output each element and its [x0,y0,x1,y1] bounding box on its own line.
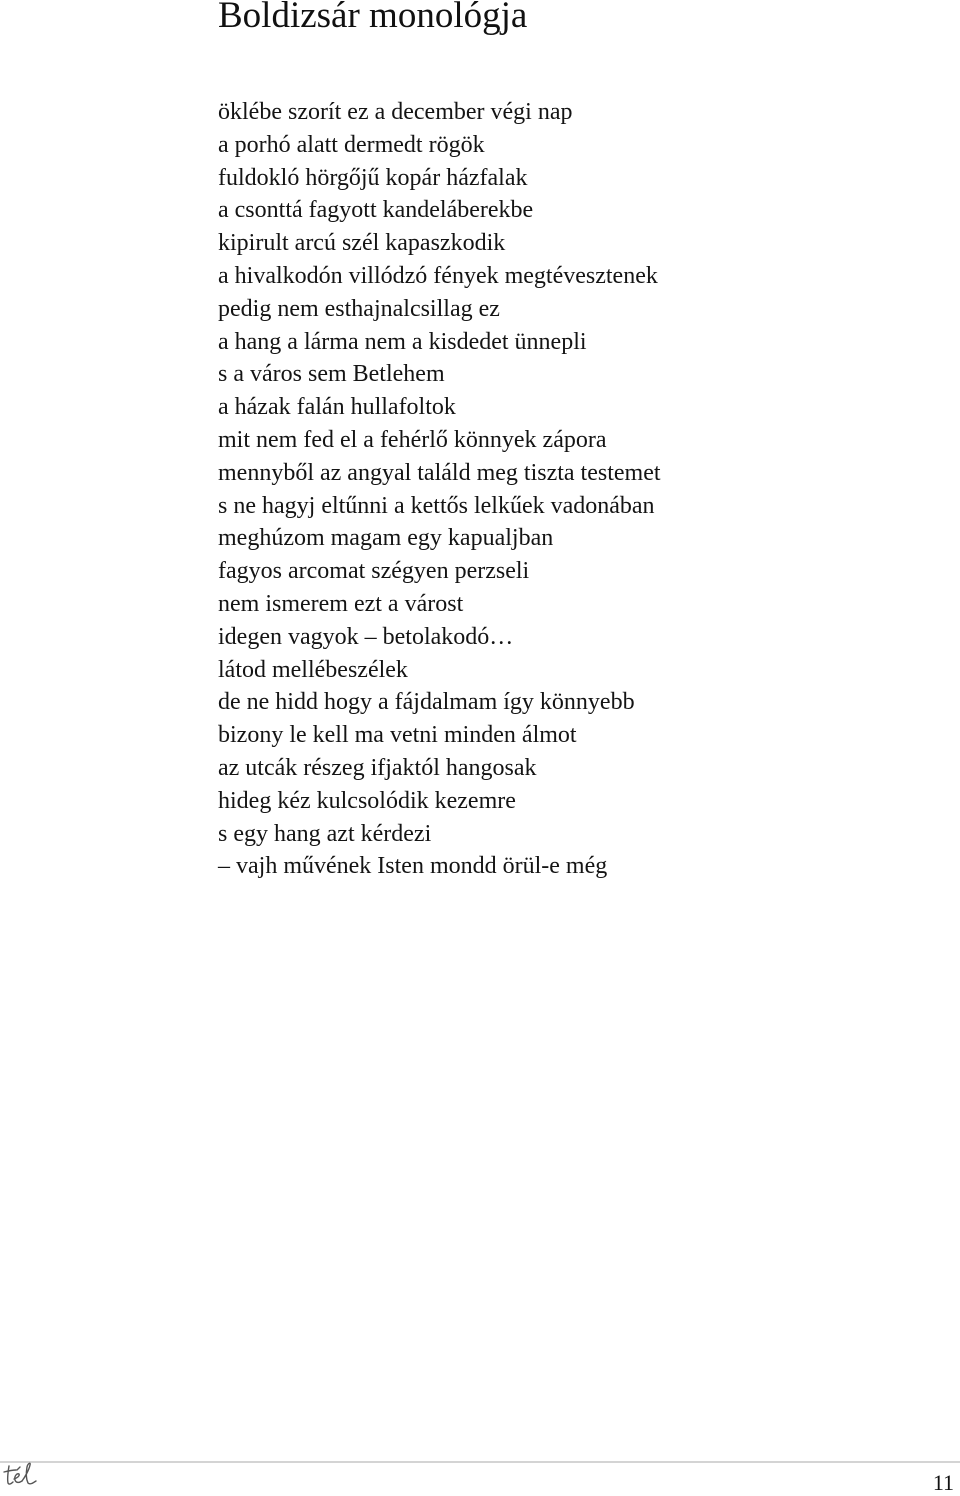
page-number: 11 [932,1470,954,1495]
poem-line: bizony le kell ma vetni minden álmot [218,722,577,749]
poem-line: pedig nem esthajnalcsillag ez [218,295,500,322]
poem-line: a hivalkodón villódzó fények megtévesztenek [218,262,658,289]
poem-line: a csonttá fagyott kandeláberekbe [218,197,534,224]
poem-line: a porhó alatt dermedt rögök [218,131,485,158]
poem-line: idegen vagyok – betolakodó… [218,623,514,650]
poem-line: a hang a lárma nem a kisdedet ünnepli [218,328,587,355]
page-title: Boldizsár monológja [218,0,528,36]
poem-line: s a város sem Betlehem [218,361,445,388]
footer-rule [0,1461,960,1463]
poem-line: látod mellébeszélek [218,656,408,683]
poem-line: az utcák részeg ifjaktól hangosak [218,754,537,781]
poem-line: kipirult arcú szél kapaszkodik [218,230,506,257]
handwritten-tel-logo-icon [2,1458,38,1488]
poem-line: – vajh művének Isten mondd örül-e még [218,853,608,880]
poem-line: mit nem fed el a fehérlő könnyek zápora [218,426,607,453]
poem-line: a házak falán hullafoltok [218,394,456,421]
poem-line: nem ismerem ezt a várost [218,590,464,617]
poem-line: hideg kéz kulcsolódik kezemre [218,787,516,814]
poem-line: s ne hagyj eltűnni a kettős lelkűek vadonában [218,492,655,519]
poem-line: öklébe szorít ez a december végi nap [218,99,573,125]
poem-line: de ne hidd hogy a fájdalmam így könnyebb [218,689,635,716]
poem-line: meghúzom magam egy kapualjban [218,525,554,552]
poem-line: mennyből az angyal találd meg tiszta testemet [218,459,661,486]
poem-line: fuldokló hörgőjű kopár házfalak [218,164,528,191]
poem-line: fagyos arcomat szégyen perzseli [218,558,530,585]
poem-line: s egy hang azt kérdezi [218,820,432,847]
poem [218,96,661,883]
